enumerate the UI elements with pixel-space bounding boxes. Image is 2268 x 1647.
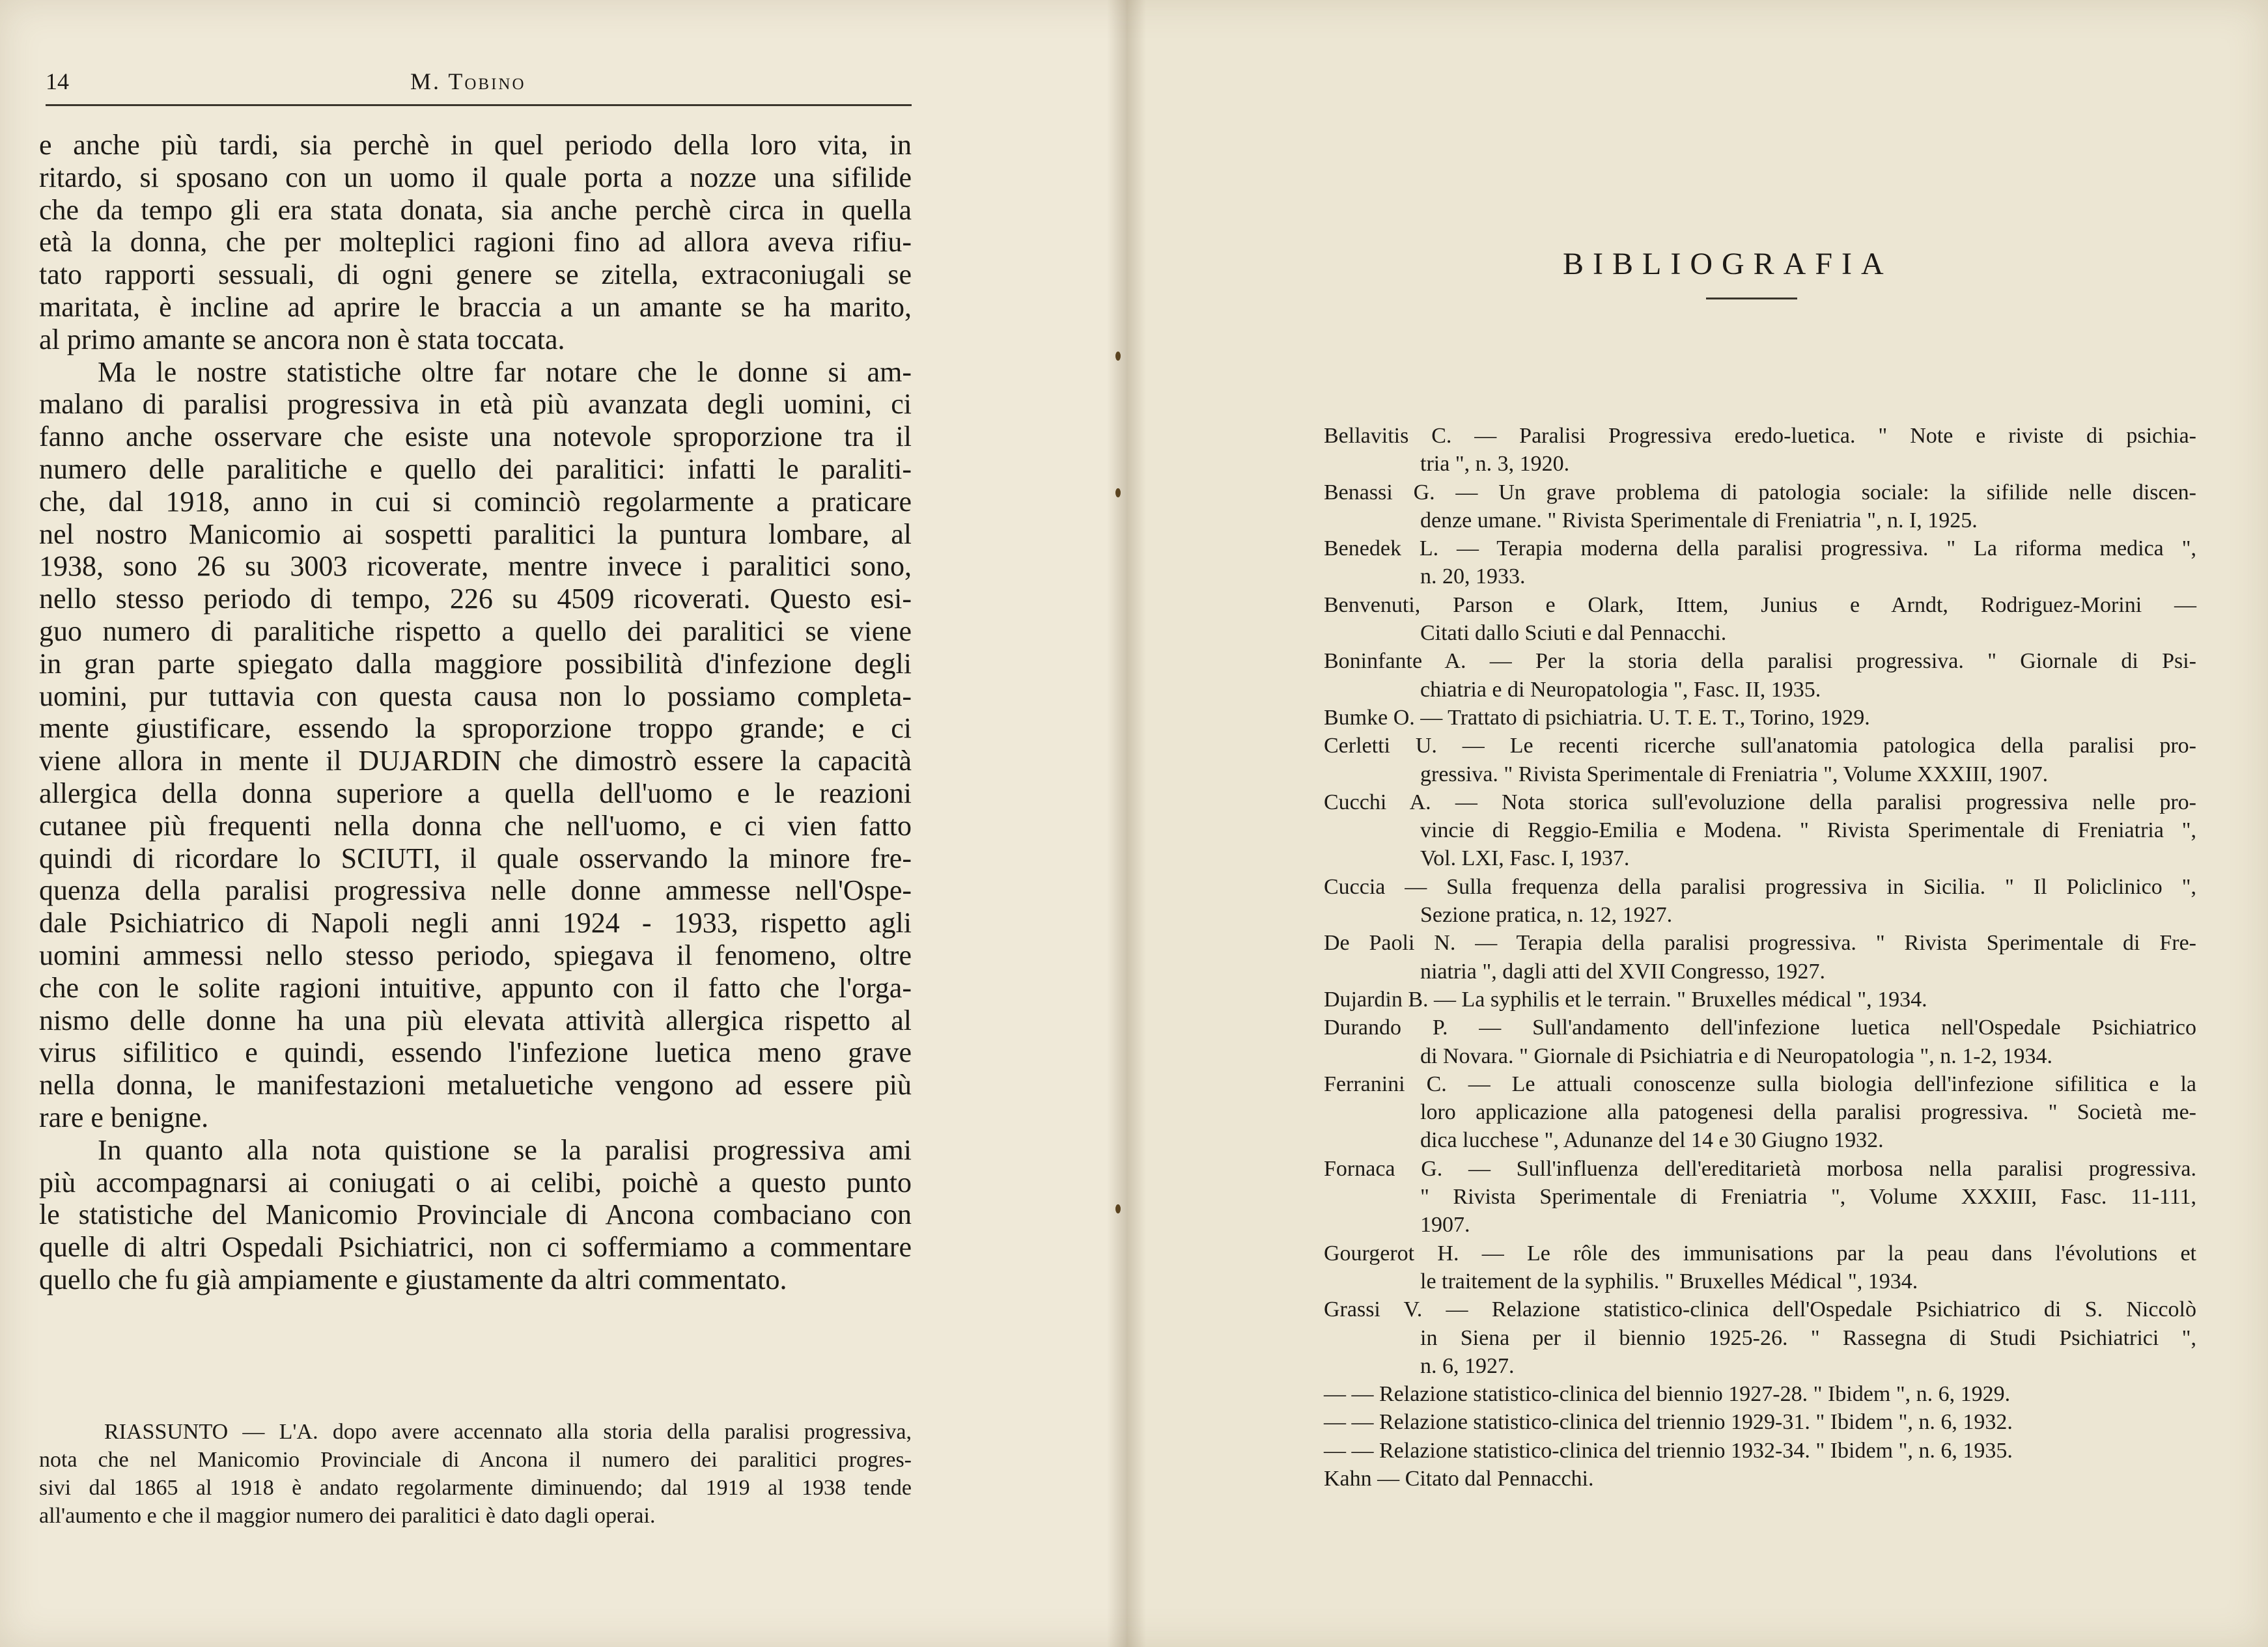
bibliography-entry-line: dica lucchese ", Adunanze del 14 e 30 Giugno 1932. bbox=[1420, 1128, 1884, 1153]
bibliography-entry-line: Bumke O. — Trattato di psichiatria. U. T. E. T., Torino, 1929. bbox=[1324, 705, 1870, 730]
body-line: mente giustificare, essendo la sproporzione troppo grande; e ci bbox=[39, 712, 912, 745]
binding-mark bbox=[1115, 1204, 1121, 1213]
bibliography-entry-line: Cucchi A. — Nota storica sull'evoluzione della paralisi progressiva nelle pro- bbox=[1324, 790, 2196, 814]
bibliography-entry-line: Kahn — Citato dal Pennacchi. bbox=[1324, 1466, 1594, 1491]
bibliography-entry-line: Grassi V. — Relazione statistico-clinica dell'Ospedale Psichiatrico di S. Niccolò bbox=[1324, 1297, 2196, 1322]
body-line: uomini, pur tuttavia con questa causa non lo possiamo completa- bbox=[39, 680, 912, 712]
summary-line: RIASSUNTO — L'A. dopo avere accennato alla storia della paralisi progressiva, bbox=[104, 1420, 912, 1444]
bibliography-entry bbox=[1324, 647, 2196, 704]
bibliography-entry-line: chiatria e di Neuropatologia ", Fasc. II, 1935. bbox=[1420, 677, 1821, 702]
body-line: le statistiche del Manicomio Provinciale di Ancona combaciano con bbox=[39, 1198, 912, 1231]
bibliography-entry-line: Durando P. — Sull'andamento dell'infezione luetica nell'Ospedale Psichiatrico bbox=[1324, 1016, 2196, 1040]
body-line: Ma le nostre statistiche oltre far notare che le donne si am- bbox=[98, 355, 912, 388]
bibliography-entry bbox=[1324, 591, 2196, 648]
bibliography-entry-line: Cerletti U. — Le recenti ricerche sull'anatomia patologica della paralisi pro- bbox=[1324, 734, 2196, 758]
body-line: in gran parte spiegato dalla maggiore possibilità d'infezione degli bbox=[39, 647, 912, 680]
bibliography-entry-line: — — Relazione statistico-clinica del biennio 1927-28. " Ibidem ", n. 6, 1929. bbox=[1324, 1382, 2011, 1407]
running-head-title: M. Tobino bbox=[410, 68, 526, 94]
bibliography-entry-line: n. 20, 1933. bbox=[1420, 564, 1526, 589]
body-line: al primo amante se ancora non è stata toccata. bbox=[39, 323, 565, 355]
body-line: che, dal 1918, anno in cui si cominciò regolarmente a praticare bbox=[39, 485, 912, 518]
body-text bbox=[39, 129, 912, 1296]
left-page bbox=[0, 0, 1127, 1647]
body-line: maritata, è incline ad aprire le braccia a un amante se ha marito, bbox=[39, 290, 912, 323]
book-gutter bbox=[1107, 0, 1146, 1647]
body-line: nel nostro Manicomio ai sospetti paralitici la puntura lombare, al bbox=[39, 518, 912, 550]
bibliography-entry bbox=[1324, 422, 2196, 478]
bibliography-entry bbox=[1324, 478, 2196, 535]
bibliography-entry-line: Citati dallo Sciuti e dal Pennacchi. bbox=[1420, 621, 1727, 646]
bibliography-entry-line: in Siena per il biennio 1925-26. " Rassegna di Studi Psichiatrici ", bbox=[1420, 1325, 2196, 1350]
body-line: che da tempo gli era stata donata, sia anche perchè circa in quella bbox=[39, 193, 912, 226]
bibliography-entry bbox=[1324, 1380, 2196, 1408]
bibliography-entry bbox=[1324, 929, 2196, 986]
body-line: cutanee più frequenti nella donna che nell'uomo, e ci vien fatto bbox=[39, 809, 912, 842]
body-line: ritardo, si sposano con un uomo il quale porta a nozze una sifilide bbox=[39, 161, 912, 193]
binding-mark bbox=[1115, 488, 1121, 497]
body-line: allergica della donna superiore a quella dell'uomo e le reazioni bbox=[39, 777, 912, 809]
body-line: quindi di ricordare lo SCIUTI, il quale osservando la minore fre- bbox=[39, 842, 912, 874]
body-line: numero delle paralitiche e quello dei paralitici: infatti le paraliti- bbox=[39, 452, 912, 485]
body-line: guo numero di paralitiche rispetto a quello dei paralitici se viene bbox=[39, 615, 912, 647]
bibliography-entry-line: De Paoli N. — Terapia della paralisi progressiva. " Rivista Sperimentale di Fre- bbox=[1324, 931, 2196, 956]
bibliography-entry-line: Gourgerot H. — Le rôle des immunisations par la peau dans l'évolutions et bbox=[1324, 1241, 2196, 1266]
body-line: tato rapporti sessuali, di ogni genere se zitella, extraconiugali se bbox=[39, 258, 912, 291]
bibliography-entry-line: Boninfante A. — Per la storia della paralisi progressiva. " Giornale di Psi- bbox=[1324, 649, 2196, 674]
bibliography-entry bbox=[1324, 704, 2196, 732]
binding-mark bbox=[1115, 352, 1121, 361]
bibliography-entry bbox=[1324, 986, 2196, 1014]
summary-riassunto bbox=[39, 1418, 912, 1530]
body-line: e anche più tardi, sia perchè in quel periodo della loro vita, in bbox=[39, 129, 912, 161]
bibliography-entry bbox=[1324, 873, 2196, 930]
bibliography-entry bbox=[1324, 732, 2196, 788]
bibliography-entry-line: Dujardin B. — La syphilis et le terrain. " Bruxelles médical ", 1934. bbox=[1324, 987, 1927, 1012]
bibliography-entry-line: Fornaca G. — Sull'influenza dell'ereditarietà morbosa nella paralisi progressiva. bbox=[1324, 1156, 2196, 1181]
body-line: malano di paralisi progressiva in età più avanzata degli uomini, ci bbox=[39, 388, 912, 421]
bibliography-entry-line: gressiva. " Rivista Sperimentale di Freniatria ", Volume XXXIII, 1907. bbox=[1420, 762, 2049, 786]
bibliography-entry-line: di Novara. " Giornale di Psichiatria e di Neuropatologia ", n. 1-2, 1934. bbox=[1420, 1044, 2053, 1068]
summary-line: nota che nel Manicomio Provinciale di Ancona il numero dei paralitici progres- bbox=[39, 1448, 912, 1472]
bibliography-entry bbox=[1324, 788, 2196, 873]
bibliography-entry-line: denze umane. " Rivista Sperimentale di Freniatria ", n. I, 1925. bbox=[1420, 508, 1978, 533]
body-line: In quanto alla nota quistione se la paralisi progressiva ami bbox=[98, 1133, 912, 1166]
bibliography-entry-line: Bellavitis C. — Paralisi Progressiva eredo-luetica. " Note e riviste di psichia- bbox=[1324, 424, 2196, 448]
bibliography-entry-line: le traitement de la syphilis. " Bruxelles Médical ", 1934. bbox=[1420, 1269, 1918, 1294]
bibliography-entry bbox=[1324, 1437, 2196, 1465]
body-line: quenza della paralisi progressiva nelle donne ammesse nell'Ospe- bbox=[39, 874, 912, 907]
bibliography-entry-line: Ferranini C. — Le attuali conoscenze sulla biologia dell'infezione sifilitica e la bbox=[1324, 1072, 2196, 1096]
body-line: più accompagnarsi ai coniugati o ai celibi, poichè a questo punto bbox=[39, 1166, 912, 1198]
bibliography-entry-line: niatria ", dagli atti del XVII Congresso, 1927. bbox=[1420, 959, 1825, 984]
body-line: nello stesso periodo di tempo, 226 su 4509 ricoverati. Questo esi- bbox=[39, 583, 912, 615]
bibliography-entry-line: — — Relazione statistico-clinica del triennio 1929-31. " Ibidem ", n. 6, 1932. bbox=[1324, 1410, 2013, 1435]
body-line: quelle di altri Ospedali Psichiatrici, non ci soffermiamo a commentare bbox=[39, 1231, 912, 1264]
bibliography-entry-line: tria ", n. 3, 1920. bbox=[1420, 452, 1570, 477]
body-line: viene allora in mente il DUJARDIN che dimostrò essere la capacità bbox=[39, 745, 912, 777]
bibliography-entry bbox=[1324, 1239, 2196, 1296]
bibliography-entry bbox=[1324, 1295, 2196, 1380]
bibliography-entry-line: Benassi G. — Un grave problema di patologia sociale: la sifilide nelle discen- bbox=[1324, 480, 2196, 505]
body-line: 1938, sono 26 su 3003 ricoverate, mentre invece i paralitici sono, bbox=[39, 550, 912, 583]
bibliography-entry-line: n. 6, 1927. bbox=[1420, 1353, 1515, 1378]
running-head bbox=[46, 65, 912, 106]
bibliography-entry bbox=[1324, 1070, 2196, 1155]
bibliography-entry-line: Benedek L. — Terapia moderna della paralisi progressiva. " La riforma medica ", bbox=[1324, 536, 2196, 561]
bibliography-entry-line: loro applicazione alla patogenesi della paralisi progressiva. " Società me- bbox=[1420, 1100, 2196, 1125]
body-line: età la donna, che per molteplici ragioni fino ad allora aveva rifiu- bbox=[39, 226, 912, 258]
body-line: dale Psichiatrico di Napoli negli anni 1924 - 1933, rispetto agli bbox=[39, 907, 912, 939]
bibliography-entry bbox=[1324, 1408, 2196, 1436]
bibliography-entry-line: " Rivista Sperimentale di Freniatria ", Volume XXXIII, Fasc. 11-111, bbox=[1420, 1185, 2196, 1210]
body-line: fanno anche osservare che esiste una notevole sproporzione tra il bbox=[39, 421, 912, 453]
bibliography-entry bbox=[1324, 534, 2196, 591]
bibliography-entry-line: — — Relazione statistico-clinica del triennio 1932-34. " Ibidem ", n. 6, 1935. bbox=[1324, 1438, 2013, 1463]
body-line: uomini ammessi nello stesso periodo, spiegava il fenomeno, oltre bbox=[39, 939, 912, 971]
bibliography-entry-line: Cuccia — Sulla frequenza della paralisi progressiva in Sicilia. " Il Policlinico ", bbox=[1324, 874, 2196, 899]
body-line: virus sifilitico e quindi, essendo l'infezione luetica meno grave bbox=[39, 1036, 912, 1069]
bibliography-entry-line: 1907. bbox=[1420, 1213, 1470, 1238]
summary-line: all'aumento e che il maggior numero dei paralitici è dato dagli operai. bbox=[39, 1504, 656, 1528]
page-number: 14 bbox=[46, 68, 69, 94]
bibliography-entry bbox=[1324, 1155, 2196, 1239]
bibliography-entry-line: vincie di Reggio-Emilia e Modena. " Rivista Sperimentale di Freniatria ", bbox=[1420, 818, 2196, 843]
bibliography-entry-line: Sezione pratica, n. 12, 1927. bbox=[1420, 903, 1673, 928]
bibliography-title: BIBLIOGRAFIA bbox=[1563, 247, 1893, 281]
summary-line: sivi dal 1865 al 1918 è andato regolarmente diminuendo; dal 1919 al 1938 tende bbox=[39, 1476, 912, 1500]
body-line: nella donna, le manifestazioni metaluetiche vengono ad essere più bbox=[39, 1069, 912, 1101]
body-line: quello che fu già ampiamente e giustamente da altri commentato. bbox=[39, 1263, 787, 1295]
title-divider bbox=[1706, 298, 1797, 299]
bibliography-entry-line: Vol. LXI, Fasc. I, 1937. bbox=[1420, 846, 1630, 871]
body-line: che con le solite ragioni intuitive, appunto con il fatto che l'orga- bbox=[39, 971, 912, 1004]
body-line: nismo delle donne ha una più elevata attività allergica rispetto al bbox=[39, 1004, 912, 1036]
bibliography-entry bbox=[1324, 1014, 2196, 1070]
body-line: rare e benigne. bbox=[39, 1101, 209, 1133]
bibliography-entry bbox=[1324, 1465, 2196, 1493]
bibliography-entry-line: Benvenuti, Parson e Olark, Ittem, Junius e Arndt, Rodriguez-Morini — bbox=[1324, 592, 2196, 617]
bibliography-list bbox=[1324, 422, 2196, 1493]
